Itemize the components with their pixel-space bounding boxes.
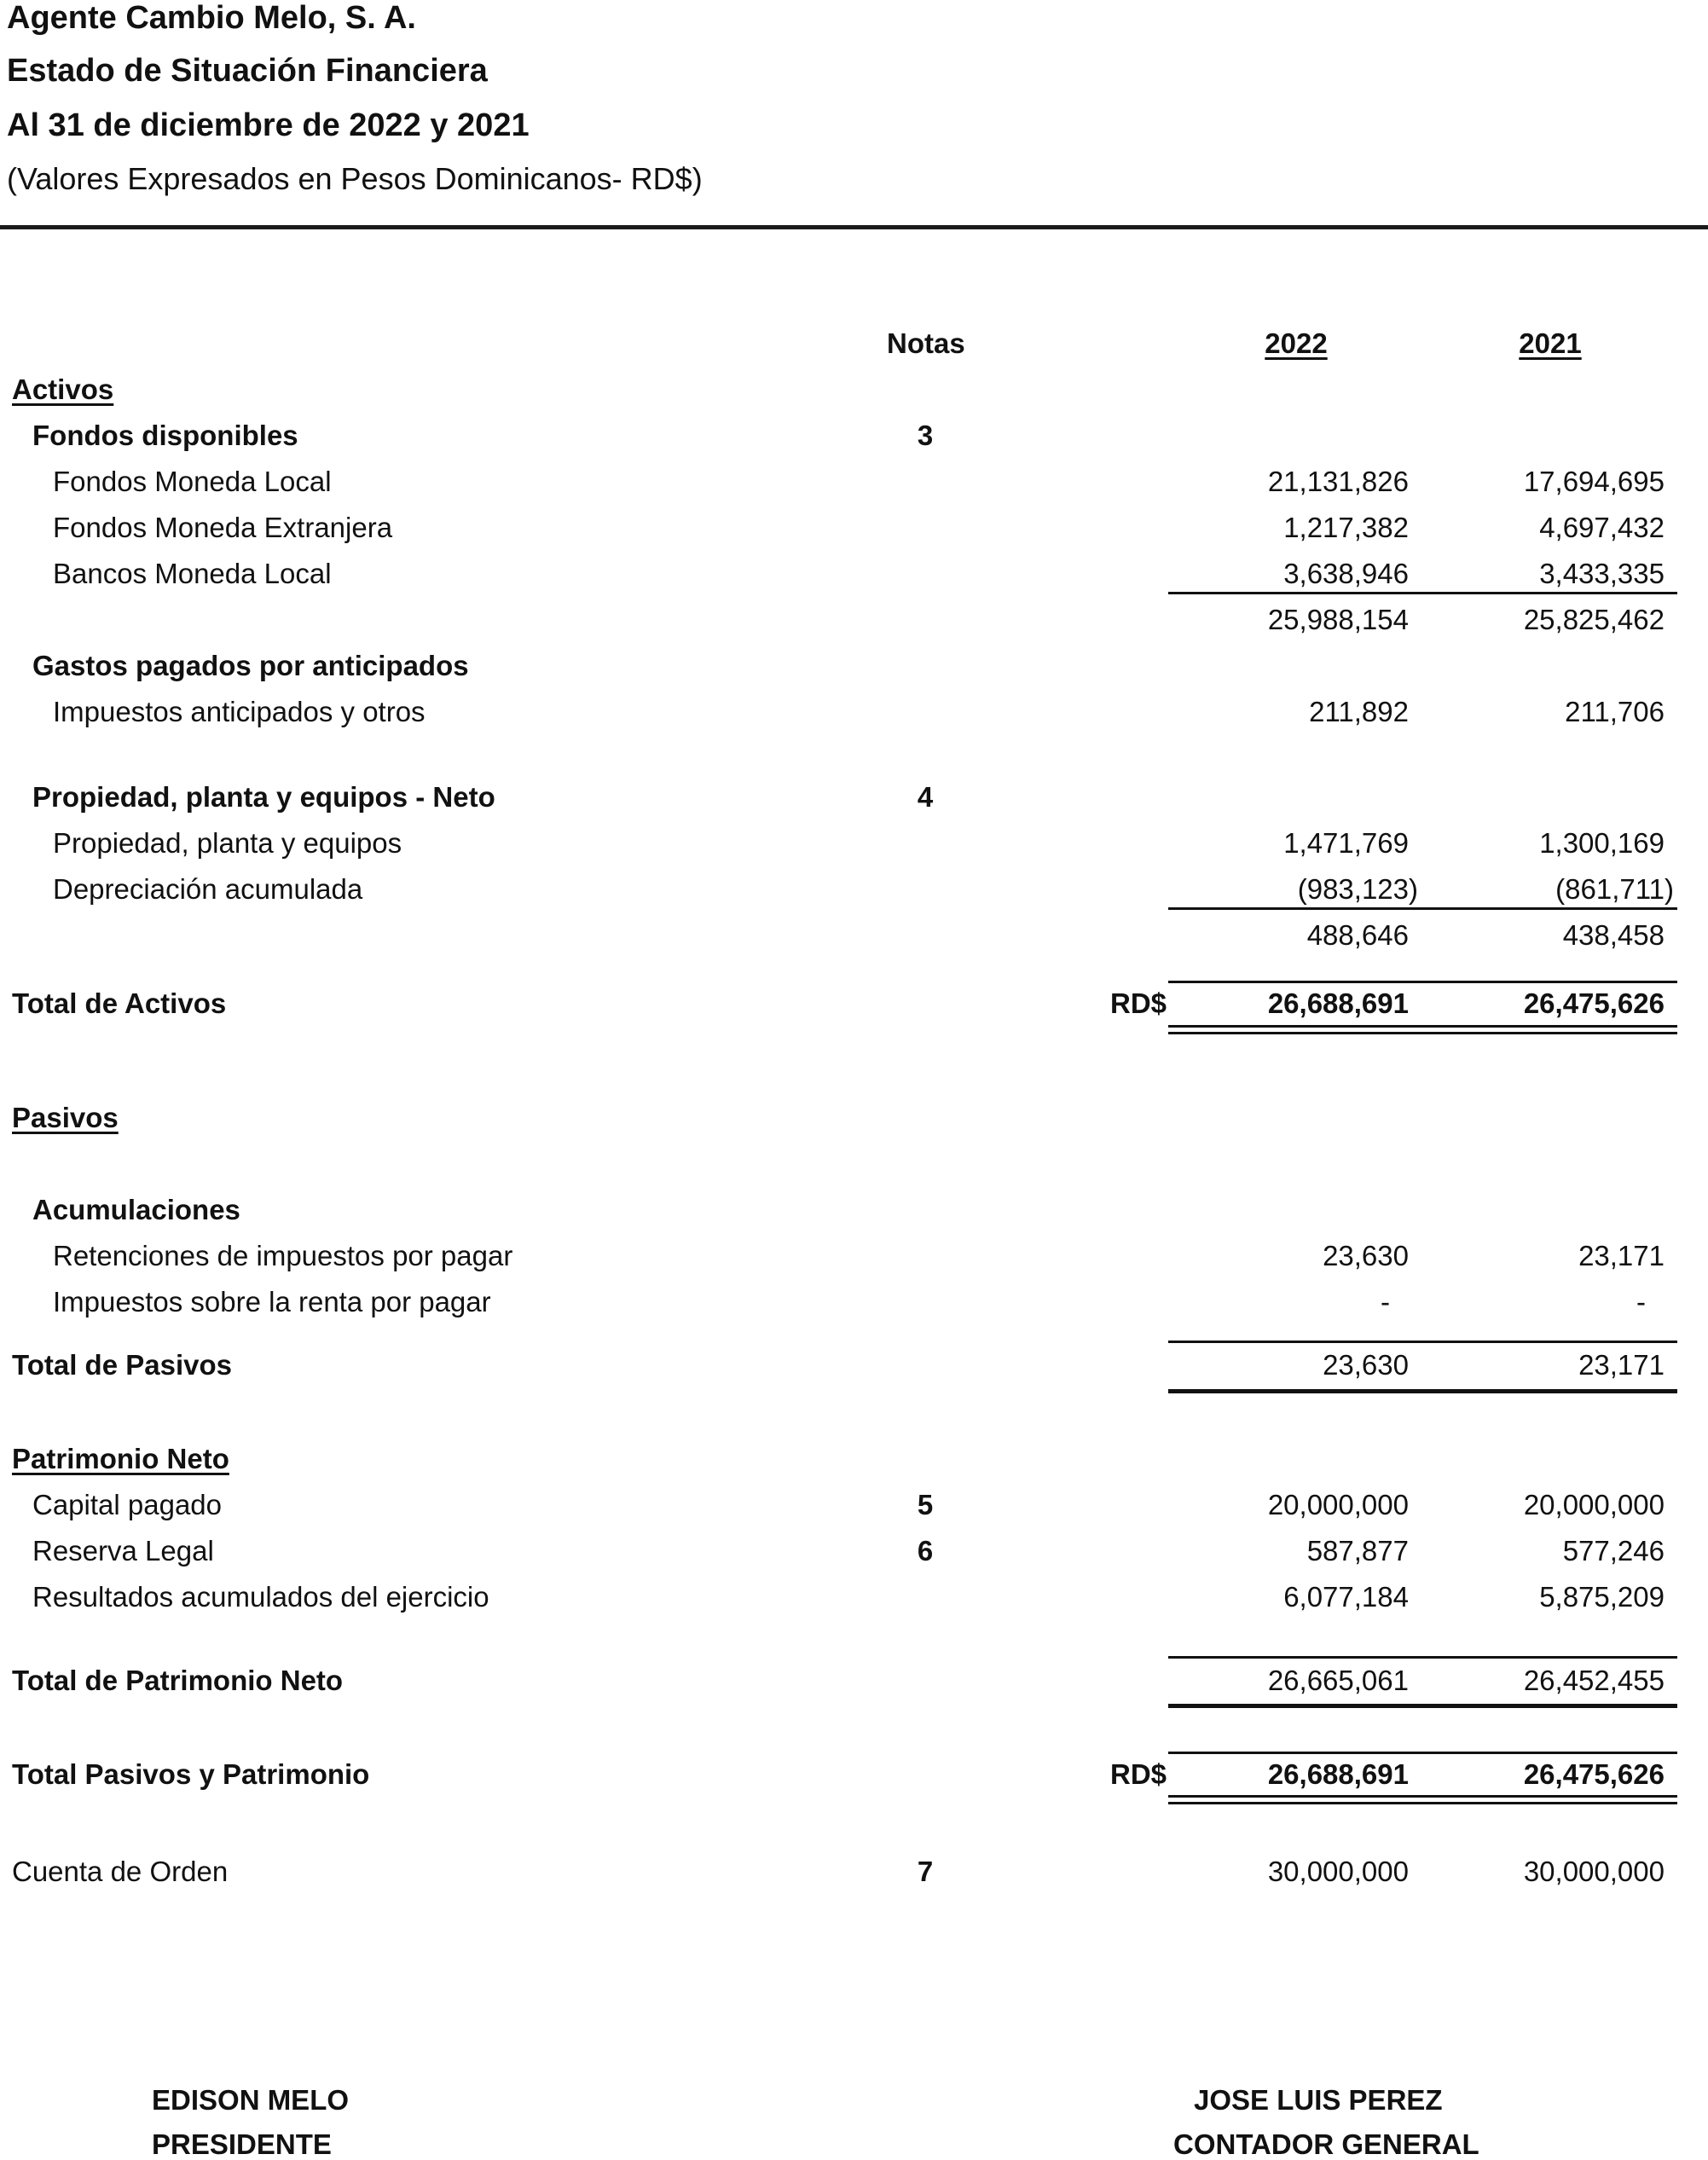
value-2021: 17,694,695 xyxy=(1523,466,1665,497)
value-2022: - xyxy=(1381,1286,1390,1317)
line-item-label: Impuestos anticipados y otros xyxy=(53,696,426,727)
total-liabilities-2022: 23,630 xyxy=(1323,1349,1409,1381)
year-2021-column-header: 2021 xyxy=(1519,327,1582,359)
grand-total-top-rule xyxy=(1168,1752,1677,1754)
cash-subtotal-2022: 25,988,154 xyxy=(1267,604,1409,635)
cash-note: 3 xyxy=(917,420,934,451)
value-2021: 23,171 xyxy=(1578,1240,1665,1271)
value-2021: 4,697,432 xyxy=(1539,512,1665,543)
total-equity-top-rule xyxy=(1168,1656,1677,1659)
notes-column-header: Notas xyxy=(887,327,965,359)
signatory-title-accountant: CONTADOR GENERAL xyxy=(1173,2128,1479,2160)
line-item-label: Retenciones de impuestos por pagar xyxy=(53,1240,513,1271)
total-assets-2022: 26,688,691 xyxy=(1267,987,1409,1019)
prepaid-section-label: Gastos pagados por anticipados xyxy=(32,650,469,681)
line-item-note: 5 xyxy=(917,1489,934,1520)
line-item-label: Bancos Moneda Local xyxy=(53,558,332,589)
value-2021: 577,246 xyxy=(1562,1535,1665,1566)
line-item-label: Fondos Moneda Local xyxy=(53,466,332,497)
grand-total-label: Total Pasivos y Patrimonio xyxy=(12,1758,370,1790)
line-item-label: Propiedad, planta y equipos xyxy=(53,827,402,859)
total-assets-currency: RD$ xyxy=(1110,987,1167,1019)
line-item-label: Capital pagado xyxy=(32,1489,223,1520)
line-item-label: Resultados acumulados del ejercicio xyxy=(32,1581,489,1613)
total-liabilities-label: Total de Pasivos xyxy=(12,1349,232,1381)
memo-accounts-2022: 30,000,000 xyxy=(1267,1856,1409,1887)
value-2022: 1,217,382 xyxy=(1283,512,1409,543)
currency-note: (Valores Expresados en Pesos Dominicanos- RD$) xyxy=(7,161,703,196)
value-2021: 1,300,169 xyxy=(1539,827,1665,859)
signatory-name-president: EDISON MELO xyxy=(152,2084,350,2116)
total-equity-label: Total de Patrimonio Neto xyxy=(12,1665,344,1696)
value-2022: 587,877 xyxy=(1306,1535,1409,1566)
value-2022: 20,000,000 xyxy=(1267,1489,1409,1520)
total-assets-label: Total de Activos xyxy=(12,987,227,1019)
cash-subtotal-2021: 25,825,462 xyxy=(1523,604,1665,635)
memo-accounts-label: Cuenta de Orden xyxy=(12,1856,229,1887)
subtotal-rule xyxy=(1168,592,1677,594)
year-2022-column-header: 2022 xyxy=(1265,327,1328,359)
liabilities-heading: Pasivos xyxy=(12,1102,119,1133)
total-equity-2022: 26,665,061 xyxy=(1267,1665,1409,1696)
value-2022: 23,630 xyxy=(1323,1240,1409,1271)
value-2021: - xyxy=(1636,1286,1646,1317)
equity-heading: Patrimonio Neto xyxy=(12,1443,229,1474)
memo-accounts-note: 7 xyxy=(917,1856,934,1887)
value-2021: 5,875,209 xyxy=(1539,1581,1665,1613)
company-name: Agente Cambio Melo, S. A. xyxy=(7,0,416,36)
ppe-section-label: Propiedad, planta y equipos - Neto xyxy=(32,781,495,813)
line-item-label: Impuestos sobre la renta por pagar xyxy=(53,1286,491,1317)
total-assets-2021: 26,475,626 xyxy=(1523,987,1665,1019)
total-assets-top-rule xyxy=(1168,981,1677,983)
line-item-label: Depreciación acumulada xyxy=(53,873,363,905)
grand-total-double-rule-1 xyxy=(1168,1795,1677,1798)
value-2021: 20,000,000 xyxy=(1523,1489,1665,1520)
value-2022: 3,638,946 xyxy=(1283,558,1409,589)
subtotal-rule xyxy=(1168,907,1677,910)
line-item-note: 6 xyxy=(917,1535,934,1566)
value-2022: (983,123) xyxy=(1297,873,1418,905)
memo-accounts-2021: 30,000,000 xyxy=(1523,1856,1665,1887)
signatory-title-president: PRESIDENTE xyxy=(152,2128,332,2160)
grand-total-currency: RD$ xyxy=(1110,1758,1167,1790)
value-2021: 211,706 xyxy=(1565,696,1665,727)
ppe-subtotal-2021: 438,458 xyxy=(1562,919,1665,951)
grand-total-double-rule-2 xyxy=(1168,1802,1677,1804)
line-item-label: Fondos Moneda Extranjera xyxy=(53,512,393,543)
value-2022: 6,077,184 xyxy=(1283,1581,1409,1613)
total-liabilities-2021: 23,171 xyxy=(1578,1349,1665,1381)
assets-heading: Activos xyxy=(12,374,114,405)
total-equity-bottom-rule xyxy=(1168,1704,1677,1708)
grand-total-2022: 26,688,691 xyxy=(1267,1758,1409,1790)
value-2021: 3,433,335 xyxy=(1539,558,1665,589)
total-assets-double-rule-2 xyxy=(1168,1032,1677,1034)
total-liabilities-bottom-rule xyxy=(1168,1389,1677,1393)
value-2022: 211,892 xyxy=(1309,696,1409,727)
total-liabilities-top-rule xyxy=(1168,1341,1677,1343)
value-2022: 21,131,826 xyxy=(1267,466,1409,497)
ppe-subtotal-2022: 488,646 xyxy=(1306,919,1409,951)
total-equity-2021: 26,452,455 xyxy=(1523,1665,1665,1696)
grand-total-2021: 26,475,626 xyxy=(1523,1758,1665,1790)
line-item-label: Reserva Legal xyxy=(32,1535,214,1566)
cash-section-label: Fondos disponibles xyxy=(32,420,298,451)
total-assets-double-rule-1 xyxy=(1168,1025,1677,1028)
value-2022: 1,471,769 xyxy=(1283,827,1409,859)
ppe-note: 4 xyxy=(917,781,934,813)
header-divider xyxy=(0,225,1708,229)
period-title: Al 31 de diciembre de 2022 y 2021 xyxy=(7,107,530,143)
accruals-section-label: Acumulaciones xyxy=(32,1194,240,1225)
statement-title: Estado de Situación Financiera xyxy=(7,53,488,89)
signatory-name-accountant: JOSE LUIS PEREZ xyxy=(1194,2084,1443,2116)
value-2021: (861,711) xyxy=(1555,873,1674,905)
